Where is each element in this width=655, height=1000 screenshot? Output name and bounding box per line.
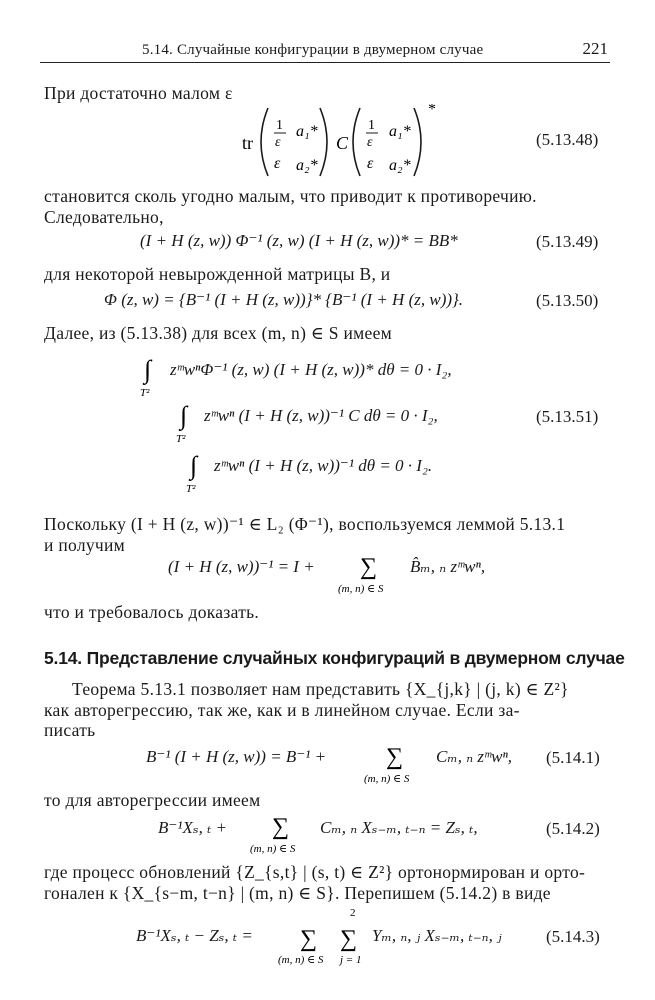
running-header xyxy=(40,38,610,63)
equation-number: (5.13.49) xyxy=(536,232,599,251)
sum-index: (m, n) ∈ S xyxy=(250,843,296,855)
paren-left-1 xyxy=(261,108,268,176)
matrix1-a2: a₂* xyxy=(296,157,318,174)
sum-index-inner: j = 1 xyxy=(340,954,362,966)
sum-sign: ∑ xyxy=(360,554,378,580)
equation-lemma-lhs: (I + H (z, w))⁻¹ = I + xyxy=(168,557,315,576)
equation-5-13-49: (I + H (z, w)) Φ⁻¹ (z, w) (I + H (z, w))* = BB* xyxy=(140,231,458,250)
integral-domain: T² xyxy=(186,483,196,495)
sum-index: (m, n) ∈ S xyxy=(364,773,410,785)
equation-number: (5.14.1) xyxy=(546,748,600,767)
equation-5-14-3-lhs: B⁻¹Xₛ, ₜ − Zₛ, ₜ = xyxy=(136,926,253,945)
matrix2-eps: ε xyxy=(367,155,374,172)
sum-5-14-3 xyxy=(278,902,370,966)
sum-sign-inner: ∑ xyxy=(340,926,358,952)
text-line: писать xyxy=(44,720,96,740)
text-line: Поскольку (I + H (z, w))⁻¹ ∈ L₂ (Φ⁻¹), воспользуемся леммой 5.13.1 xyxy=(44,514,566,534)
equation-5-13-50: Φ (z, w) = {B⁻¹ (I + H (z, w))}* {B⁻¹ (I + H (z, w))}. xyxy=(104,290,464,309)
text-line: становится сколь угодно малым, что приводит к противоречию. xyxy=(44,186,537,206)
text-line: что и требовалось доказать. xyxy=(44,602,260,622)
matrix1-a1: a₁* xyxy=(296,123,318,140)
text-line: При достаточно малом ε xyxy=(44,83,233,103)
equation-number: (5.13.50) xyxy=(536,291,599,310)
equation-number: (5.13.48) xyxy=(536,130,599,149)
section-heading: 5.14. Представление случайных конфигураций в двумерном случае xyxy=(44,648,625,668)
equation-number: (5.14.2) xyxy=(546,819,600,838)
text-line: как авторегрессию, так же, как и в линейном случае. Если за- xyxy=(44,700,520,720)
integral-1 xyxy=(140,350,170,402)
equation-lemma-rhs: B̂ₘ, ₙ zᵐwⁿ, xyxy=(410,557,486,576)
matrix2-eps-den: ε xyxy=(367,135,373,150)
integral-sign: ∫ xyxy=(144,355,152,384)
equation-5-14-1-rhs: Cₘ, ₙ zᵐwⁿ, xyxy=(436,747,513,766)
text-line: Теорема 5.13.1 позволяет нам представить {X_{j,k} | (j, k) ∈ Z²} xyxy=(72,679,569,699)
matrix2-one: 1 xyxy=(368,118,375,133)
paren-right-2 xyxy=(414,108,421,176)
sum-sign-outer: ∑ xyxy=(300,926,318,952)
sum-index: (m, n) ∈ S xyxy=(338,583,384,595)
integral-3 xyxy=(186,446,216,498)
trace-operator: tr xyxy=(242,133,253,153)
matrix1-eps: ε xyxy=(274,155,281,172)
integral-sign: ∫ xyxy=(190,451,198,480)
equation-5-13-51-row1: zᵐwⁿΦ⁻¹ (z, w) (I + H (z, w))* dθ = 0 · I₂, xyxy=(170,360,452,379)
equation-number: (5.14.3) xyxy=(546,927,600,946)
matrix1-eps-den: ε xyxy=(275,135,281,150)
text-line: Далее, из (5.13.38) для всех (m, n) ∈ S имеем xyxy=(44,323,393,343)
sum-5-14-1 xyxy=(362,736,434,786)
text-line: для некоторой невырожденной матрицы B, и xyxy=(44,264,391,284)
matrix2-a1: a₁* xyxy=(389,123,411,140)
sum-lemma xyxy=(336,546,408,596)
equation-5-14-2-rhs: Cₘ, ₙ Xₛ₋ₘ, ₜ₋ₙ = Zₛ, ₜ, xyxy=(320,818,478,837)
header-section-title: 5.14. Случайные конфигурации в двумерном случае xyxy=(142,42,484,58)
text-line: где процесс обновлений {Z_{s,t} | (s, t) ∈ Z²} ортонормирован и орто- xyxy=(44,862,586,882)
sum-upper-limit: 2 xyxy=(350,907,356,919)
equation-5-14-2-lhs: B⁻¹Xₛ, ₜ + xyxy=(158,818,227,837)
equation-5-14-1-lhs: B⁻¹ (I + H (z, w)) = B⁻¹ + xyxy=(146,747,327,766)
sum-sign: ∑ xyxy=(386,744,404,770)
text-line: гонален к {X_{s−m, t−n} | (m, n) ∈ S}. Перепишем (5.14.2) в виде xyxy=(44,883,551,903)
matrix-C: C xyxy=(336,133,349,153)
text-line: Следовательно, xyxy=(44,207,164,227)
equation-5-13-48 xyxy=(232,104,442,180)
paren-left-2 xyxy=(353,108,360,176)
page-number: 221 xyxy=(582,39,608,58)
text-line: то для авторегрессии имеем xyxy=(44,790,261,810)
matrix2-a2: a₂* xyxy=(389,157,411,174)
paren-right-1 xyxy=(320,108,327,176)
equation-5-13-51-row3: zᵐwⁿ (I + H (z, w))⁻¹ dθ = 0 · I₂. xyxy=(214,456,433,475)
integral-2 xyxy=(176,396,206,448)
matrix1-one: 1 xyxy=(276,118,283,133)
sum-5-14-2 xyxy=(248,806,320,856)
integral-domain: T² xyxy=(140,387,150,399)
equation-5-13-51-row2: zᵐwⁿ (I + H (z, w))⁻¹ C dθ = 0 · I₂, xyxy=(204,406,438,425)
equation-5-14-3-rhs: Yₘ, ₙ, ⱼ Xₛ₋ₘ, ₜ₋ₙ, ⱼ xyxy=(372,926,502,945)
sum-sign: ∑ xyxy=(272,814,290,840)
integral-sign: ∫ xyxy=(180,401,188,430)
integral-domain: T² xyxy=(176,433,186,445)
equation-number: (5.13.51) xyxy=(536,407,599,426)
sum-index-outer: (m, n) ∈ S xyxy=(278,954,324,966)
text-line: и получим xyxy=(44,535,126,555)
conjugate-star: * xyxy=(428,104,436,118)
